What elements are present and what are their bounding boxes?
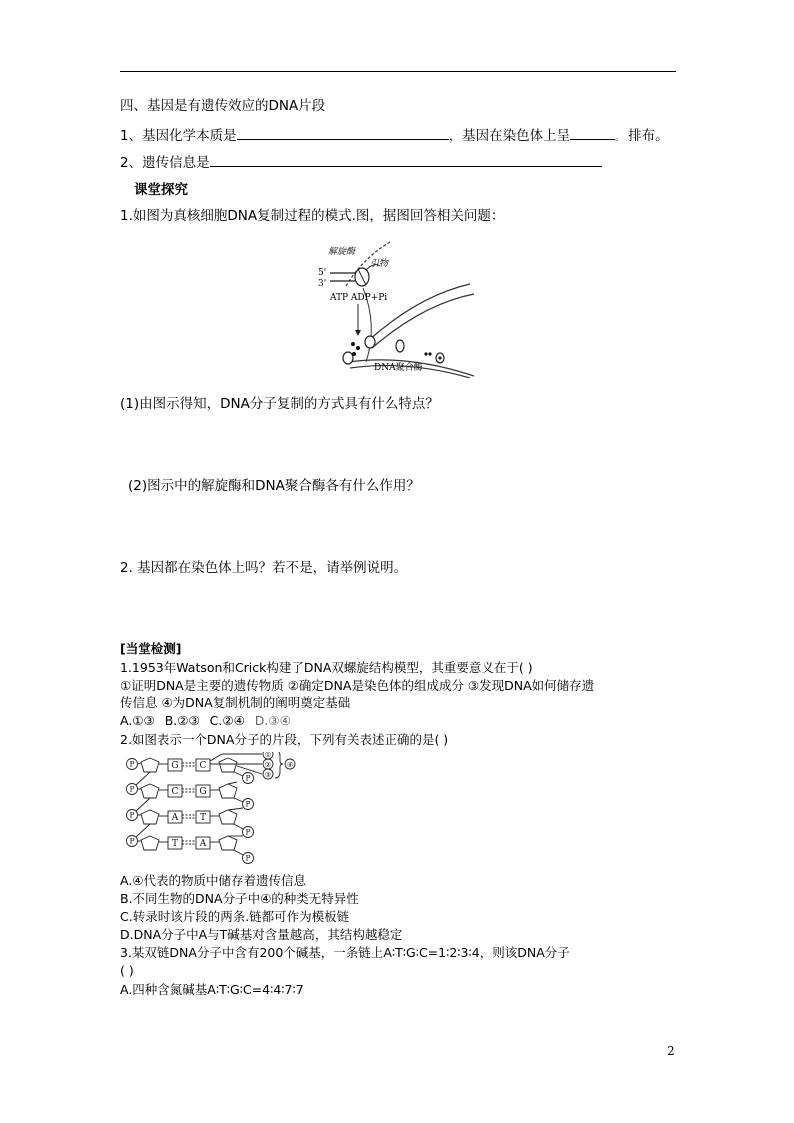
choice-a[interactable]: A.①③ xyxy=(120,713,155,728)
dna-replication-figure xyxy=(308,236,478,378)
backbone-line xyxy=(136,824,150,837)
bond-line xyxy=(234,772,243,776)
explore-sub1: (1)由图示得知，DNA分子复制的方式具有什么特点？ xyxy=(120,396,439,412)
explore-sub2: (2)图示中的解旋酶和DNA聚合酶各有什么作用？ xyxy=(128,478,420,494)
p-label: P xyxy=(245,827,251,837)
base-label: G xyxy=(171,761,179,771)
test-q2-option-d[interactable]: D.DNA分子中A与T碱基对含量越高，其结构越稳定 xyxy=(120,927,403,942)
backbone-line xyxy=(228,782,237,784)
choice-c[interactable]: C.②④ xyxy=(209,713,245,728)
label-helicase: 解旋酶 xyxy=(328,247,356,257)
brace xyxy=(275,752,283,778)
marker-4: ④ xyxy=(286,761,294,769)
test-q2-option-b[interactable]: B.不同生物的DNA分子中④的种类无特异性 xyxy=(120,891,359,906)
explore-q1: 1.如图为真核细胞DNA复制过程的模式.图，据图回答相关问题： xyxy=(120,208,505,224)
section4-title: 四、基因是有遗传效应的DNA片段 xyxy=(120,98,326,114)
p-label: P xyxy=(245,799,251,809)
nucleotide-dot xyxy=(351,342,355,346)
base-label: C xyxy=(199,761,207,771)
test-q3-line1: 3.某双链DNA分子中含有200个碱基，一条链上A∶T∶G∶C=1∶2∶3∶4，则该DNA分子 xyxy=(120,945,570,960)
p-label: P xyxy=(129,836,135,846)
sugar xyxy=(219,758,237,772)
backbone-line xyxy=(136,772,150,785)
p-label: P xyxy=(129,810,135,820)
nucleotide-dot xyxy=(356,346,360,350)
sugar xyxy=(141,784,159,798)
polymerase-4-dot xyxy=(438,356,441,359)
test-q2-option-a[interactable]: A.④代表的物质中储存着遗传信息 xyxy=(120,873,307,888)
choice-d[interactable]: D.③④ xyxy=(254,713,291,728)
arrow-head xyxy=(355,330,361,336)
nucleotide-dot xyxy=(352,352,356,356)
top-rule xyxy=(120,71,676,72)
q1-mark: 。 xyxy=(615,133,625,143)
base-label: A xyxy=(199,839,207,849)
page-number: 2 xyxy=(667,1044,675,1058)
leader-line xyxy=(210,754,222,761)
label-5prime: 5' xyxy=(318,268,327,278)
p-label: P xyxy=(129,784,135,794)
backbone-line xyxy=(136,798,150,811)
backbone-line xyxy=(228,808,243,810)
answer-blank-arrangement[interactable] xyxy=(570,125,615,140)
test-q3-option-a[interactable]: A.四种含氮碱基A∶T∶G∶C=4∶4∶7∶7 xyxy=(120,982,304,997)
polymerase-1 xyxy=(365,336,375,348)
base-label: G xyxy=(199,787,207,797)
polymerase-2 xyxy=(396,340,404,352)
test-q1-options-line1: ①证明DNA是主要的遗传物质 ②确定DNA是染色体的组成成分 ③发现DNA如何储存遗 xyxy=(120,678,595,693)
answer-blank-gene-essence[interactable] xyxy=(237,125,449,140)
test-q2: 2.如图表示一个DNA分子的片段，下列有关表述正确的是( ) xyxy=(120,732,449,747)
base-label: T xyxy=(199,813,207,823)
bond-line xyxy=(234,798,243,802)
dna-fragment-figure xyxy=(122,752,302,870)
p-label: P xyxy=(129,759,135,769)
polymerase-3 xyxy=(343,352,353,364)
explore-q2: 2. 基因都在染色体上吗？若不是，请举例说明。 xyxy=(120,560,408,576)
explore-heading: 课堂探究 xyxy=(134,182,188,198)
test-q1: 1.1953年Watson和Crick构建了DNA双螺旋结构模型，其重要意义在于( ) xyxy=(120,660,533,675)
choice-b[interactable]: B.②③ xyxy=(164,713,200,728)
bond-line xyxy=(234,850,243,855)
q1-text-c: 排布。 xyxy=(628,128,669,144)
marker-1: ① xyxy=(264,752,272,759)
marker-2: ② xyxy=(264,761,272,769)
section4-q1 xyxy=(120,125,669,147)
answer-blank-genetic-info[interactable] xyxy=(210,152,602,167)
label-3prime: 3' xyxy=(318,279,327,289)
bond-line xyxy=(234,824,243,829)
test-q1-options-line2: 传信息 ④为DNA复制机制的阐明奠定基础 xyxy=(120,695,351,710)
sugar xyxy=(219,784,237,798)
sugar xyxy=(219,836,237,850)
test-q2-option-c[interactable]: C.转录时该片段的两条.链都可作为模板链 xyxy=(120,909,350,924)
label-primer: 引物 xyxy=(370,259,389,269)
q1-text-a: 1、基因化学本质是 xyxy=(120,128,237,144)
nucleotide-dot xyxy=(428,352,431,355)
section4-q2 xyxy=(120,152,602,172)
base-label: A xyxy=(171,813,179,823)
sugar xyxy=(141,758,159,772)
test-heading: [当堂检测] xyxy=(120,641,182,656)
q1-text-b: ，基因在染色体上呈 xyxy=(448,128,571,144)
label-polymerase: DNA聚合酶 xyxy=(374,363,423,373)
marker-3: ③ xyxy=(264,771,272,779)
sugar xyxy=(141,810,159,824)
label-atp: ATP ADP+Pi xyxy=(330,293,388,303)
q2-text: 2、遗传信息是 xyxy=(120,155,210,171)
base-label: T xyxy=(171,839,179,849)
nucleotide-dot xyxy=(424,352,427,355)
p-label: P xyxy=(245,853,251,863)
sugar xyxy=(219,810,237,824)
test-q1-choices xyxy=(120,712,291,729)
test-q3-line2: ( ) xyxy=(120,963,134,978)
p-label: P xyxy=(245,773,251,783)
base-label: C xyxy=(171,787,179,797)
sugar xyxy=(141,836,159,850)
